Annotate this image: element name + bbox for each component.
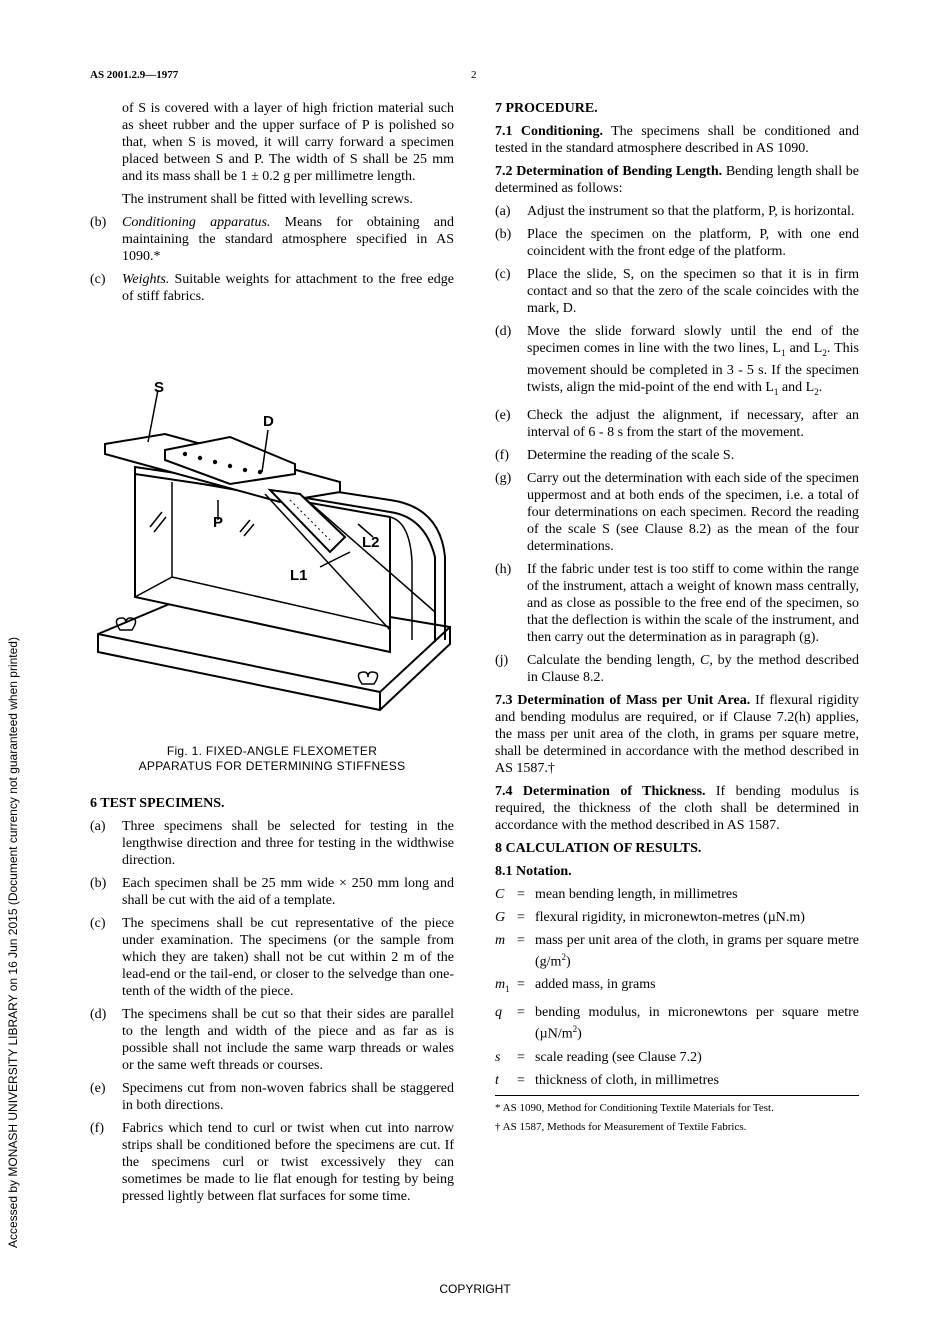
- item-label: (b): [495, 227, 512, 242]
- flexometer-drawing: [90, 372, 460, 717]
- text-part: Calculate the bending length,: [527, 652, 700, 668]
- notation-symbol: G: [495, 909, 506, 925]
- notation-symbol: m: [495, 932, 506, 948]
- procedure-item: [495, 561, 859, 646]
- notation-row: [495, 886, 859, 903]
- item-label: (g): [495, 470, 512, 486]
- notation-equals: =: [517, 977, 525, 993]
- apparatus-item-b: [90, 214, 454, 265]
- intro-paragraph-1: of S is covered with a layer of high friction material such as sheet rubber and the upper surface of P is polished so that, when S is moved, it will carry forward a specimen placed between S and P. The width of S shall be 25 mm and its mass shall be 1 ± 0.2 g per millimetre length.: [122, 101, 454, 184]
- clause-body: If flexural rigidity and bending modulus are required, or if Clause 7.2(h) applies, the mass per unit area of the cloth, in grams per square metre, shall be determined in accordance with the method described in AS 1587.†: [495, 692, 859, 776]
- notation-row: [495, 909, 859, 926]
- figure-caption: [90, 744, 454, 774]
- subscript: 1: [505, 984, 510, 995]
- procedure-item: [495, 323, 859, 401]
- symbol: C: [699, 652, 710, 668]
- access-note: Accessed by MONASH UNIVERSITY LIBRARY on 16 Jun 2015 (Document currency not guaranteed when printed): [6, 637, 20, 1248]
- notation-symbol: [495, 976, 517, 998]
- section-8-title: 8 CALCULATION OF RESULTS.: [495, 840, 702, 856]
- notation-definition: mean bending length, in millimetres: [535, 886, 738, 902]
- item-text: Adjust the instrument so that the platform, P, is horizontal.: [527, 204, 855, 219]
- notation-symbol: t: [495, 1072, 499, 1088]
- superscript: 2: [561, 951, 566, 962]
- symbol-letter: m: [495, 977, 506, 993]
- item-text: Fabrics which tend to curl or twist when cut into narrow strips shall be conditioned before the specimens are cut. If the specimens curl or twist excessively they can sometimes be made to lie flat enough for testing by being pressed lightly between flat surfaces for some time.: [122, 1121, 454, 1204]
- text-part: .: [818, 379, 823, 395]
- notation-definition: [535, 932, 859, 971]
- item-label: (b): [90, 876, 107, 891]
- text-part: ): [577, 1026, 582, 1042]
- subscript: 2: [814, 386, 819, 397]
- item-label: (f): [90, 1121, 104, 1136]
- notation-equals: =: [517, 1072, 525, 1088]
- clause-7-3: [495, 692, 859, 777]
- item-text: Determine the reading of the scale S.: [527, 447, 735, 463]
- clause-heading: 7.1 Conditioning.: [495, 124, 603, 139]
- label-d: D: [263, 413, 274, 430]
- notation-definition: flexural rigidity, in micronewton-metres (µN.m): [535, 909, 805, 925]
- item-text: Check the adjust the alignment, if necessary, after an interval of 6 - 8 s from the start of the movement.: [527, 407, 859, 440]
- notation-row: [495, 1049, 859, 1066]
- clause-7-1: [495, 123, 859, 157]
- clause-body: Bending length shall be determined as follows:: [495, 164, 859, 196]
- item-text: The specimens shall be cut so that their sides are parallel to the length and width of the piece and as far as is possible shall not include the same warp threads or wales or the same weft threads or courses.: [122, 1007, 454, 1073]
- item-label: (c): [495, 267, 511, 282]
- notation-definition: thickness of cloth, in millimetres: [535, 1072, 719, 1088]
- procedure-item: [495, 203, 859, 220]
- caption-line-1: Fig. 1. FIXED-ANGLE FLEXOMETER: [166, 744, 378, 758]
- specimen-item: [90, 875, 454, 909]
- copyright-footer: COPYRIGHT: [439, 1282, 511, 1296]
- item-text: [122, 214, 454, 265]
- section-7-title: 7 PROCEDURE.: [495, 101, 598, 116]
- label-l2: L2: [362, 534, 380, 551]
- item-label: (c): [90, 916, 106, 931]
- procedure-item: [495, 407, 859, 441]
- notation-equals: =: [517, 1005, 525, 1021]
- text-part: bending modulus, in micronewtons per square metre (µN/m: [535, 1005, 859, 1042]
- text-part: and L: [785, 341, 823, 356]
- item-text: Carry out the determination with each side of the specimen uppermost and at both ends of the specimen, i.e. a total of four determinations on each specimen. Record the reading of the scale S (see Clause 8.2) as the mean of the four determinations.: [527, 470, 859, 554]
- caption-line-2: APPARATUS FOR DETERMINING STIFFNESS: [138, 759, 406, 773]
- item-text: [527, 652, 859, 686]
- standard-number: AS 2001.2.9—1977: [90, 69, 179, 81]
- footnote-2: † AS 1587, Methods for Measurement of Textile Fabrics.: [495, 1120, 747, 1133]
- label-p: P: [213, 514, 224, 531]
- notation-row: [495, 1072, 859, 1089]
- item-body: Suitable weights for attachment to the free edge of stiff fabrics.: [122, 272, 454, 304]
- text-part: mass per unit area of the cloth, in grams per square metre (g/m: [535, 932, 859, 970]
- notation-row: [495, 1004, 859, 1043]
- subscript: 1: [781, 347, 786, 358]
- item-text: Three specimens shall be selected for testing in the lengthwise direction and three for testing in the widthwise direction.: [122, 819, 454, 868]
- right-column: [495, 100, 859, 1140]
- specimen-item: [90, 1080, 454, 1114]
- procedure-item: [495, 226, 859, 260]
- clause-heading: 7.3 Determination of Mass per Unit Area.: [495, 692, 751, 708]
- clause-7-2: [495, 163, 859, 197]
- notation-equals: =: [517, 886, 525, 902]
- item-label: (e): [495, 407, 511, 423]
- clause-heading: 7.4 Determination of Thickness.: [495, 783, 706, 799]
- text-part: , by the method described in Clause 8.2.: [527, 652, 859, 685]
- text-part: . This movement should be completed in 3 - 5 s. If the specimen twists, align the mid-point of the end with L: [527, 341, 859, 395]
- item-text: Place the specimen on the platform, P, with one end coincident with the front edge of the platform.: [527, 227, 859, 259]
- item-label: (a): [495, 204, 511, 219]
- procedure-item: [495, 266, 859, 317]
- flexometer-figure: [90, 372, 460, 722]
- intro-paragraph-2: The instrument shall be fitted with levelling screws.: [122, 192, 413, 207]
- item-label: (d): [495, 324, 512, 339]
- notation-definition: [535, 1004, 859, 1043]
- section-6: [90, 795, 454, 1211]
- clause-8-1-title: 8.1 Notation.: [495, 863, 572, 879]
- subscript: 2: [822, 347, 827, 358]
- section-6-title: 6 TEST SPECIMENS.: [90, 796, 225, 811]
- specimen-item: [90, 1006, 454, 1074]
- item-text: The specimens shall be cut representative of the piece under examination. The specimens (or the sample from which they are taken) shall not be cut within 2 m of the lead-end or the tail-end, or closer to the selvedge than one-tenth of the width of the piece.: [122, 916, 454, 999]
- text-part: and L: [778, 379, 815, 395]
- item-label: (c): [90, 272, 106, 287]
- item-text: [527, 323, 859, 401]
- clause-heading: 7.2 Determination of Bending Length.: [495, 164, 723, 179]
- superscript: 2: [572, 1024, 578, 1035]
- item-label: (f): [495, 447, 509, 463]
- procedure-item: [495, 470, 859, 555]
- label-s: S: [154, 379, 165, 396]
- item-text: [122, 271, 454, 305]
- notation-equals: =: [517, 1049, 525, 1065]
- footnote-rule: [495, 1095, 859, 1096]
- item-body: Means for obtaining and maintaining the standard atmosphere specified in AS 1090.*: [122, 215, 455, 264]
- item-text: Specimens cut from non-woven fabrics shall be staggered in both directions.: [122, 1081, 454, 1113]
- item-label: (d): [90, 1007, 107, 1022]
- procedure-item: [495, 447, 859, 464]
- footnote-1: * AS 1090, Method for Conditioning Textile Materials for Test.: [495, 1101, 774, 1114]
- procedure-item: [495, 652, 859, 686]
- clause-7-4: [495, 783, 859, 834]
- item-text: Each specimen shall be 25 mm wide × 250 mm long and shall be cut with the aid of a template.: [122, 876, 454, 908]
- notation-equals: =: [517, 909, 525, 925]
- item-label: (j): [495, 652, 509, 668]
- subscript: 1: [773, 386, 779, 397]
- notation-symbol: s: [495, 1049, 501, 1065]
- item-label: (e): [90, 1081, 106, 1096]
- label-l1: L1: [290, 567, 308, 584]
- clause-body: If bending modulus is required, the thickness of the cloth shall be determined in accordance with the method described in AS 1587.: [495, 783, 859, 833]
- left-column-top: [90, 100, 454, 311]
- item-label: (h): [495, 561, 512, 577]
- item-text: Place the slide, S, on the specimen so that it is in firm contact and so that the zero of the scale coincides with the mark, D.: [527, 267, 859, 316]
- item-label: (a): [90, 819, 106, 834]
- item-label: (b): [90, 215, 107, 230]
- notation-definition: scale reading (see Clause 7.2): [535, 1049, 702, 1065]
- item-heading: Conditioning apparatus.: [122, 215, 271, 230]
- text-part: Move the slide forward slowly until the end of the specimen comes in line with the two lines, L: [527, 324, 859, 356]
- notation-symbol: C: [495, 886, 505, 902]
- specimen-item: [90, 1120, 454, 1205]
- page-number: 2: [471, 69, 477, 81]
- notation-equals: =: [517, 932, 525, 948]
- item-text: If the fabric under test is too stiff to come within the range of the instrument, attach a weight of known mass centrally, and as close as possible to the free end of the specimen, so that the deflection is within the scale of the instrument, and then carry out the determination as in paragraph (g).: [527, 561, 859, 645]
- notation-row: [495, 976, 859, 998]
- apparatus-item-c: [90, 271, 454, 305]
- specimen-item: [90, 915, 454, 1000]
- item-heading: Weights.: [122, 272, 170, 287]
- specimen-item: [90, 818, 454, 869]
- notation-symbol: q: [495, 1005, 502, 1021]
- clause-body: The specimens shall be conditioned and tested in the standard atmosphere described in AS 1090.: [495, 124, 860, 156]
- notation-row: [495, 932, 859, 971]
- text-part: ): [565, 954, 571, 970]
- notation-definition: added mass, in grams: [535, 977, 656, 993]
